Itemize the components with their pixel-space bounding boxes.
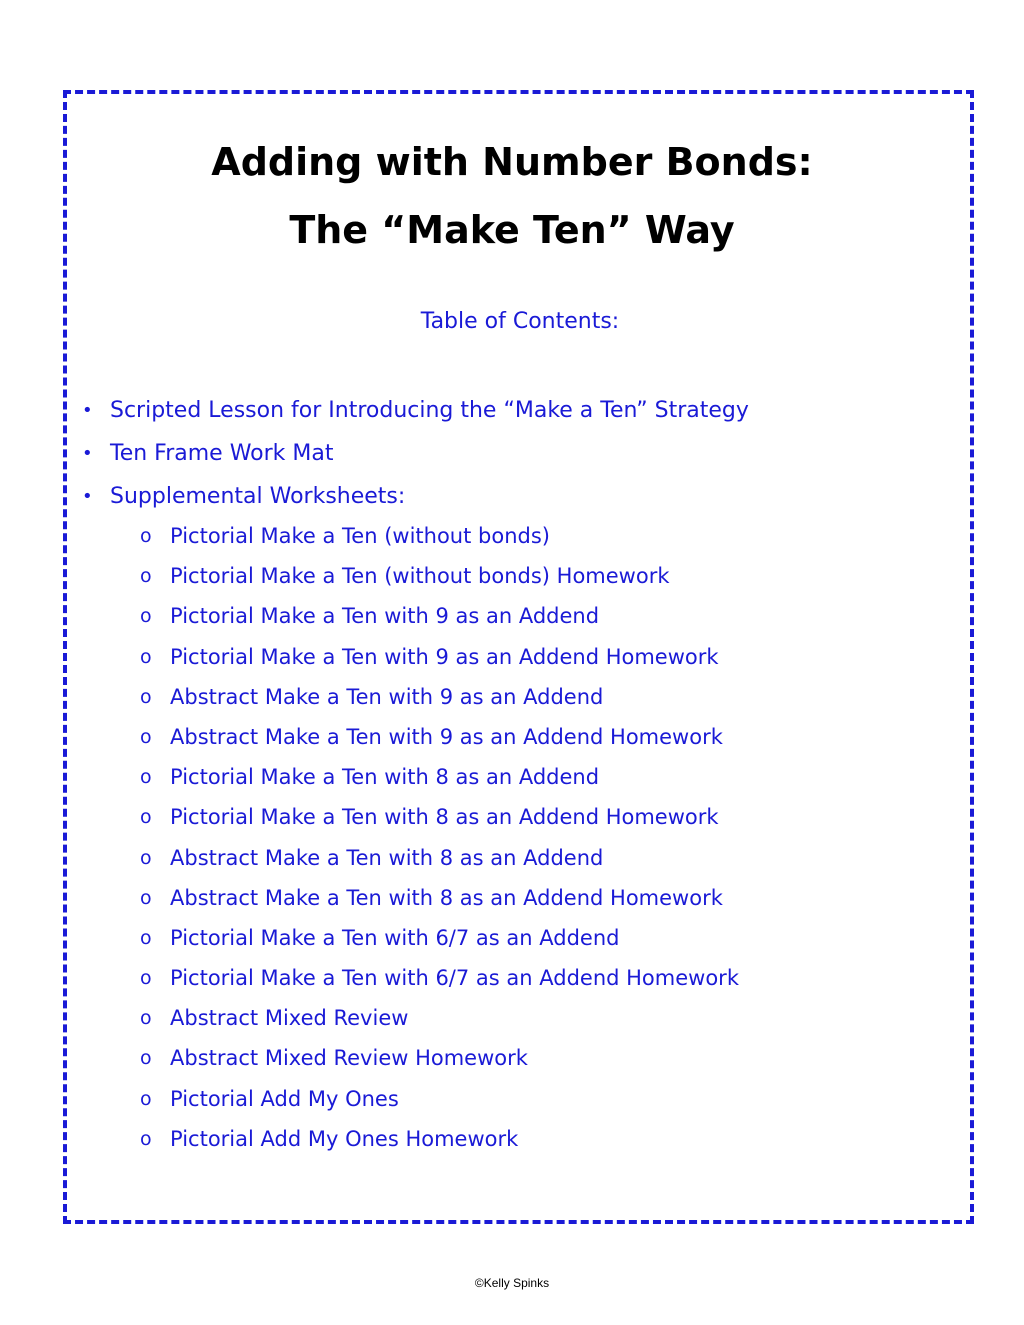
worksheet-label: Abstract Make a Ten with 8 as an Addend — [170, 845, 604, 870]
worksheet-item — [82, 1043, 749, 1083]
worksheet-label: Abstract Make a Ten with 9 as an Addend Homework — [170, 724, 723, 749]
worksheet-label: Pictorial Make a Ten with 9 as an Addend Homework — [170, 644, 719, 669]
sub-bullet-icon: o — [140, 1047, 152, 1070]
worksheet-item — [82, 521, 749, 561]
toc-item-ten-frame — [82, 435, 749, 478]
sub-bullet-icon: o — [140, 886, 152, 909]
worksheet-label: Pictorial Make a Ten with 8 as an Addend — [170, 765, 600, 790]
worksheet-item — [82, 762, 749, 802]
worksheet-item — [82, 843, 749, 883]
worksheet-item — [82, 1003, 749, 1043]
sub-bullet-icon: o — [140, 1007, 152, 1030]
copyright-footer: ©Kelly Spinks — [474, 1276, 550, 1290]
worksheet-item — [82, 883, 749, 923]
worksheet-label: Pictorial Add My Ones — [170, 1086, 399, 1111]
toc-item-label: Scripted Lesson for Introducing the “Make a Ten” Strategy — [110, 398, 749, 423]
sub-bullet-icon: o — [140, 605, 152, 628]
sub-bullet-icon: o — [140, 565, 152, 588]
worksheet-label: Pictorial Make a Ten (without bonds) — [170, 524, 550, 548]
toc-item-supplemental — [82, 478, 749, 521]
worksheet-item — [82, 722, 749, 762]
worksheet-item — [82, 561, 749, 601]
worksheet-item — [82, 923, 749, 963]
worksheet-label: Pictorial Make a Ten (without bonds) Homework — [170, 564, 670, 589]
sub-bullet-icon: o — [140, 1087, 152, 1110]
worksheet-item — [82, 1124, 749, 1164]
worksheet-item — [82, 642, 749, 682]
toc-item-label: Supplemental Worksheets: — [110, 484, 406, 509]
document-title — [0, 128, 1024, 264]
worksheet-label: Pictorial Make a Ten with 8 as an Addend Homework — [170, 805, 719, 830]
worksheet-item — [82, 601, 749, 641]
sub-bullet-icon: o — [140, 725, 152, 748]
worksheet-label: Pictorial Add My Ones Homework — [170, 1126, 519, 1151]
worksheet-label: Pictorial Make a Ten with 6/7 as an Addend — [170, 925, 620, 950]
bullet-icon: • — [82, 443, 93, 464]
table-of-contents — [82, 392, 749, 1164]
sub-bullet-icon: o — [140, 645, 152, 668]
worksheet-item — [82, 682, 749, 722]
title-line-1: Adding with Number Bonds: — [211, 140, 813, 184]
worksheet-label: Abstract Make a Ten with 9 as an Addend — [170, 684, 604, 709]
worksheet-item — [82, 1084, 749, 1124]
worksheet-label: Abstract Mixed Review — [170, 1006, 409, 1031]
worksheet-label: Pictorial Make a Ten with 9 as an Addend — [170, 604, 600, 629]
sub-bullet-icon: o — [140, 766, 152, 789]
worksheet-list — [82, 521, 749, 1164]
sub-bullet-icon: o — [140, 806, 152, 829]
toc-item-scripted-lesson — [82, 392, 749, 435]
sub-bullet-icon: o — [140, 1127, 152, 1150]
toc-heading: Table of Contents: — [420, 309, 620, 334]
sub-bullet-icon: o — [140, 525, 152, 547]
worksheet-item — [82, 802, 749, 842]
sub-bullet-icon: o — [140, 926, 152, 949]
bullet-icon: • — [82, 486, 93, 507]
title-line-2: The “Make Ten” Way — [289, 208, 735, 252]
bullet-icon: • — [82, 400, 93, 421]
sub-bullet-icon: o — [140, 846, 152, 869]
worksheet-item — [82, 963, 749, 1003]
worksheet-label: Pictorial Make a Ten with 6/7 as an Addend Homework — [170, 966, 739, 991]
worksheet-label: Abstract Mixed Review Homework — [170, 1046, 528, 1071]
sub-bullet-icon: o — [140, 967, 152, 990]
sub-bullet-icon: o — [140, 685, 152, 708]
toc-item-label: Ten Frame Work Mat — [110, 441, 334, 466]
worksheet-list-container — [82, 521, 749, 1164]
worksheet-label: Abstract Make a Ten with 8 as an Addend Homework — [170, 885, 723, 910]
